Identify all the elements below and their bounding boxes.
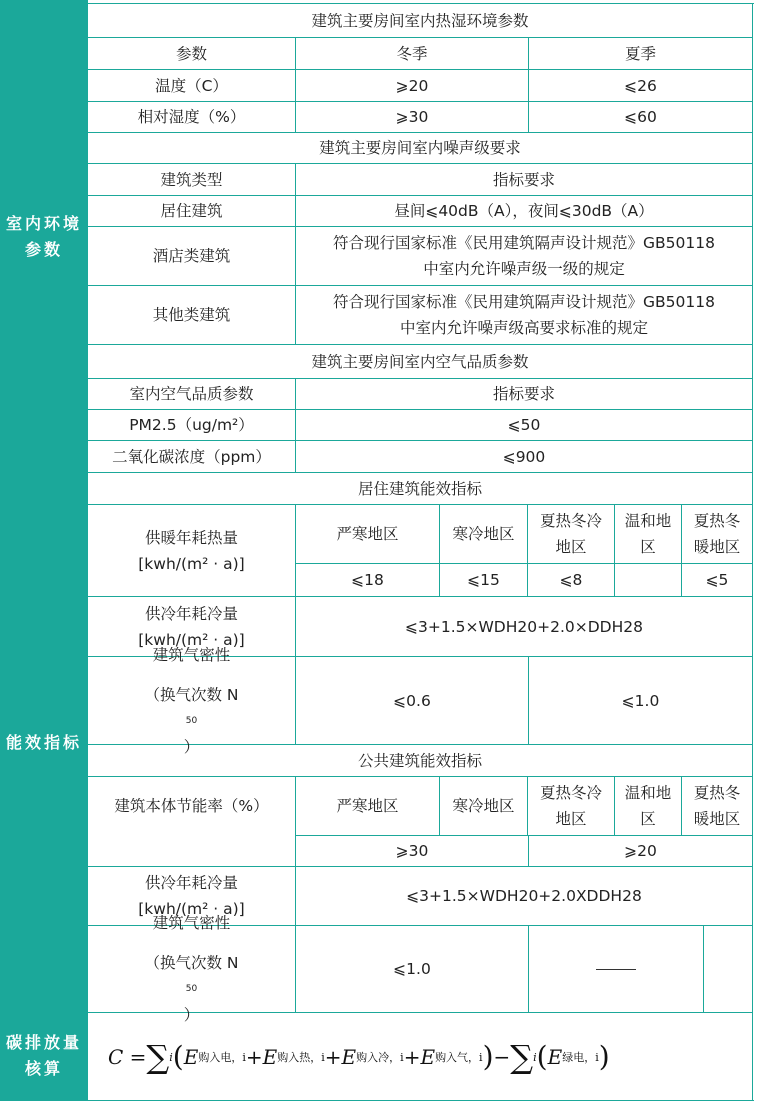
public-airtight-label: 建筑气密性 （换气次数 N 50 ） — [144, 914, 239, 1024]
thermal-row-value: ⩾30 — [395, 108, 429, 126]
public-zone: 严寒地区 — [336, 797, 399, 815]
noise-row-value: 符合现行国家标准《民用建筑隔声设计规范》GB50118 中室内允许噪声级一级的规定 — [333, 234, 715, 278]
thermal-header-param: 参数 — [175, 44, 207, 63]
air-row-label: 二氧化碳浓度（ppm） — [112, 447, 271, 466]
sidebar-group-indoor: 室内环境 参数 — [5, 214, 82, 259]
residential-zone: 夏热冬冷 地区 — [539, 512, 602, 556]
residential-zone: 寒冷地区 — [452, 525, 515, 543]
sidebar — [0, 0, 88, 1100]
public-airtight-value-na — [529, 926, 703, 1012]
public-airtight-empty — [704, 926, 752, 1012]
air-header-param: 室内空气品质参数 — [129, 385, 254, 403]
public-airtight-value: ⩽1.0 — [393, 960, 431, 978]
residential-airtight-label: 建筑气密性 （换气次数 N 50 ） — [144, 645, 239, 756]
residential-heating-value: ⩽15 — [467, 571, 500, 589]
grid-line — [0, 1100, 754, 1101]
public-cooling-label: 供冷年耗冷量 [kwh/(m² · a)] — [138, 874, 245, 918]
residential-title: 居住建筑能效指标 — [357, 479, 482, 498]
noise-title: 建筑主要房间室内噪声级要求 — [319, 139, 521, 157]
public-saving-value: ⩾20 — [624, 842, 657, 860]
thermal-row-value: ⩾20 — [395, 76, 429, 95]
residential-airtight-value: ⩽0.6 — [393, 691, 431, 710]
residential-cooling-value: ⩽3+1.5×WDH20+2.0×DDH28 — [405, 617, 643, 636]
residential-zone: 温和地 区 — [624, 512, 672, 556]
noise-row-value: 昼间⩽40dB（A），夜间⩽30dB（A） — [394, 202, 654, 220]
public-cooling-value: ⩽3+1.5×WDH20+2.0XDDH28 — [406, 887, 642, 905]
public-title: 公共建筑能效指标 — [357, 751, 482, 770]
residential-heating-value: ⩽8 — [559, 571, 583, 589]
carbon-formula: C = ∑ i ( E 购入电，i + E 购入热，i + E 购入冷，i + E 购入气，i ) − ∑ i ( E 绿电，i ) — [108, 1038, 610, 1076]
residential-zone: 严寒地区 — [336, 525, 399, 543]
thermal-row-value: ⩽60 — [624, 108, 657, 126]
sidebar-group-carbon: 碳排放量 核算 — [5, 1033, 82, 1078]
residential-airtight-value: ⩽1.0 — [621, 691, 660, 710]
public-zone: 寒冷地区 — [452, 797, 515, 815]
residential-cooling-label: 供冷年耗冷量 [kwh/(m² · a)] — [138, 604, 245, 649]
sidebar-group-efficiency: 能效指标 — [5, 733, 82, 752]
noise-row-label: 居住建筑 — [160, 202, 223, 220]
air-row-value: ⩽900 — [502, 447, 546, 466]
air-row-label: PM2.5（ug/m²） — [129, 416, 254, 434]
air-title: 建筑主要房间室内空气品质参数 — [311, 352, 529, 371]
residential-heating-value: ⩽18 — [351, 571, 384, 589]
residential-heating-value — [615, 564, 681, 596]
thermal-header-winter: 冬季 — [396, 44, 428, 63]
noise-row-value: 符合现行国家标准《民用建筑隔声设计规范》GB50118 中室内允许噪声级高要求标准的规定 — [333, 293, 715, 337]
noise-row-label: 其他类建筑 — [152, 306, 231, 324]
residential-zone: 夏热冬 暖地区 — [693, 512, 741, 556]
public-zone: 夏热冬冷 地区 — [539, 784, 602, 828]
noise-row-label: 酒店类建筑 — [152, 247, 231, 265]
grid-line — [752, 3, 753, 1101]
public-zone: 温和地 区 — [624, 784, 672, 828]
public-zone: 夏热冬 暖地区 — [693, 784, 741, 828]
public-saving-label: 建筑本体节能率（%） — [114, 797, 269, 815]
thermal-header-summer: 夏季 — [624, 44, 656, 63]
thermal-row-value: ⩽26 — [624, 76, 657, 95]
air-row-value: ⩽50 — [507, 416, 541, 434]
thermal-title: 建筑主要房间室内热湿环境参数 — [311, 11, 529, 30]
residential-heating-value: ⩽5 — [705, 571, 729, 589]
thermal-row-label: 相对湿度（%） — [137, 108, 246, 126]
air-header-requirement: 指标要求 — [492, 385, 555, 403]
thermal-row-label: 温度（C） — [155, 76, 228, 95]
noise-header-type: 建筑类型 — [160, 170, 223, 189]
noise-header-requirement: 指标要求 — [492, 170, 555, 189]
residential-heating-label: 供暖年耗热量 [kwh/(m² · a)] — [138, 528, 245, 573]
dash-placeholder — [596, 969, 636, 970]
public-saving-value: ⩾30 — [395, 842, 429, 860]
